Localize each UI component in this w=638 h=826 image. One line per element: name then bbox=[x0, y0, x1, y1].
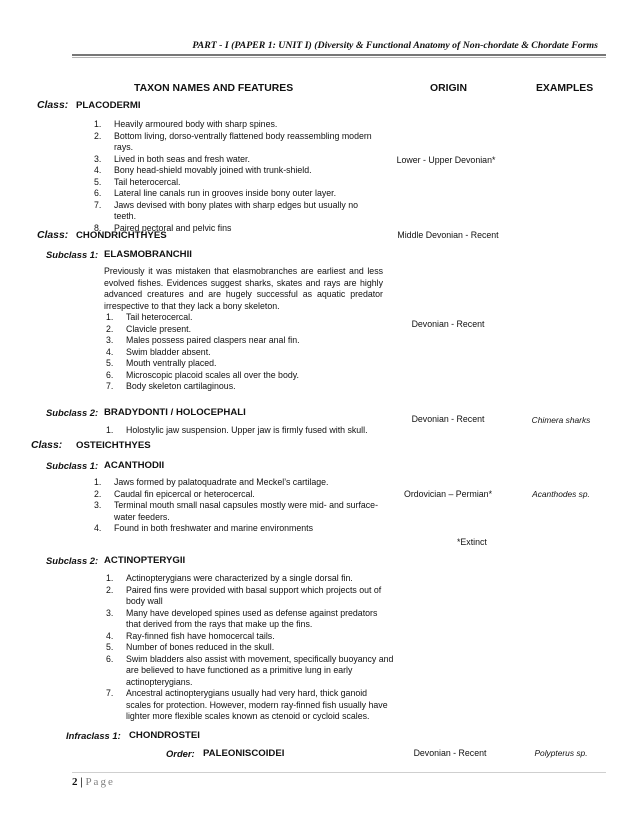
infraclass-label: Infraclass 1: bbox=[66, 730, 121, 741]
subclass-label: Subclass 2: bbox=[46, 555, 99, 566]
acanthodii-feature-list bbox=[92, 477, 384, 535]
elasmobranchii-feature-list bbox=[104, 312, 384, 393]
page-footer bbox=[72, 776, 115, 788]
list-item-text: Tail heterocercal. bbox=[114, 176, 181, 187]
list-item-text: Body skeleton cartilaginous. bbox=[126, 381, 236, 391]
list-item-number: 3. bbox=[106, 335, 114, 345]
column-heading-origin: ORIGIN bbox=[430, 83, 467, 94]
list-item bbox=[104, 654, 394, 689]
paleoniscoidei-example: Polypterus sp. bbox=[534, 748, 588, 758]
acanthodii-origin: Ordovician – Permian* bbox=[403, 489, 492, 499]
subclass-label: Subclass 1: bbox=[46, 460, 99, 471]
footer-rule bbox=[72, 772, 606, 773]
list-item-text: Ancestral actinopterygians usually had very hard, thick ganoid scales for protection. However, modern ray-finned fish usually have lighter more flexible scales known as ctenoid or cycloid scales. bbox=[126, 688, 388, 721]
list-item bbox=[92, 200, 382, 223]
list-item-number: 3. bbox=[94, 153, 102, 164]
class-name-osteichthyes: OSTEICHTHYES bbox=[76, 440, 151, 451]
list-item-text: Tail heterocercal. bbox=[126, 312, 193, 322]
subclass-label: Subclass 1: bbox=[46, 249, 99, 260]
list-item-number: 2. bbox=[106, 323, 114, 334]
list-item bbox=[104, 642, 394, 654]
list-item-number: 3. bbox=[106, 607, 114, 618]
list-item bbox=[104, 425, 384, 437]
list-item bbox=[104, 324, 384, 336]
list-item-number: 7. bbox=[106, 688, 114, 698]
list-item-number: 2. bbox=[94, 488, 102, 499]
elasmobranchii-intro: Previously it was mistaken that elasmobranches are earliest and less evolved fishes. Evidences suggest sharks, skates and rays are highly advanced creatures and are hugely successful as aquatic predator irrespective to that they lack a bony skeleton. bbox=[104, 266, 383, 311]
list-item-text: Found in both freshwater and marine environments bbox=[114, 523, 314, 533]
list-item bbox=[104, 381, 384, 393]
list-item-number: 1. bbox=[94, 119, 102, 129]
elasmobranchii-origin: Devonian - Recent bbox=[411, 319, 485, 329]
list-item bbox=[92, 131, 382, 154]
list-item bbox=[104, 688, 394, 723]
bradydonti-feature-list bbox=[104, 425, 384, 437]
list-item bbox=[104, 631, 394, 643]
list-item-text: Lived in both seas and fresh water. bbox=[114, 153, 250, 164]
running-header: PART - I (PAPER 1: UNIT I) (Diversity & Functional Anatomy of Non-chordate & Chordate Forms bbox=[192, 40, 598, 51]
column-heading-taxon: TAXON NAMES AND FEATURES bbox=[134, 83, 294, 94]
list-item-text: Bony head-shield movably joined with trunk-shield. bbox=[114, 165, 312, 175]
list-item-number: 1. bbox=[106, 312, 114, 322]
list-item bbox=[104, 585, 394, 608]
list-item-text: Number of bones reduced in the skull. bbox=[126, 642, 275, 652]
list-item-text: Jaws formed by palatoquadrate and Meckel’s cartilage. bbox=[114, 477, 329, 487]
list-item-text: Lateral line canals run in grooves inside bony outer layer. bbox=[114, 188, 337, 198]
list-item-text: Swim bladder absent. bbox=[126, 346, 211, 357]
chondrichthyes-origin: Middle Devonian - Recent bbox=[397, 230, 499, 240]
placodermi-origin: Lower - Upper Devonian* bbox=[396, 155, 496, 165]
class-label: Class: bbox=[37, 100, 69, 111]
header-rule bbox=[72, 54, 606, 56]
list-item bbox=[92, 154, 382, 166]
order-name-paleoniscoidei: PALEONISCOIDEI bbox=[203, 748, 285, 759]
list-item bbox=[104, 573, 394, 585]
list-item-number: 4. bbox=[94, 165, 102, 175]
list-item-number: 1. bbox=[94, 477, 102, 487]
subclass-name-bradydonti: BRADYDONTI / HOLOCEPHALI bbox=[104, 407, 246, 418]
list-item-number: 5. bbox=[106, 642, 114, 652]
paleoniscoidei-origin: Devonian - Recent bbox=[413, 748, 487, 758]
actinopterygii-feature-list bbox=[104, 573, 394, 723]
list-item-number: 2. bbox=[94, 130, 102, 141]
list-item bbox=[92, 177, 382, 189]
list-item bbox=[92, 188, 382, 200]
list-item-text: Caudal fin epicercal or heterocercal. bbox=[114, 488, 255, 499]
list-item bbox=[104, 335, 384, 347]
list-item bbox=[104, 608, 394, 631]
subclass-label: Subclass 2: bbox=[46, 407, 99, 418]
subclass-name-acanthodii: ACANTHODII bbox=[104, 460, 165, 471]
list-item bbox=[104, 358, 384, 370]
list-item-number: 6. bbox=[106, 653, 114, 664]
bradydonti-origin: Devonian - Recent bbox=[411, 414, 485, 424]
acanthodii-example: Acanthodes sp. bbox=[532, 489, 590, 499]
list-item-number: 7. bbox=[106, 381, 114, 391]
list-item-text: Jaws devised with bony plates with sharp edges but usually no teeth. bbox=[114, 199, 359, 221]
list-item-text: Ray-finned fish have homocercal tails. bbox=[126, 630, 275, 641]
class-name-placodermi: PLACODERMI bbox=[76, 100, 141, 111]
extinct-footnote: *Extinct bbox=[457, 537, 487, 547]
list-item-number: 4. bbox=[106, 630, 114, 641]
list-item-text: Terminal mouth small nasal capsules mostly were mid- and surface-water feeders. bbox=[114, 500, 379, 522]
list-item bbox=[92, 500, 384, 523]
column-heading-examples: EXAMPLES bbox=[536, 83, 594, 94]
list-item-text: Bottom living, dorso-ventrally flattened body reassembling modern rays. bbox=[114, 130, 372, 152]
list-item-number: 8. bbox=[94, 222, 102, 233]
list-item-text: Many have developed spines used as defense against predators that derived from the rays that make up the fins. bbox=[126, 607, 378, 629]
list-item-number: 6. bbox=[94, 188, 102, 198]
page-word: Page bbox=[85, 776, 115, 788]
list-item-number: 4. bbox=[94, 523, 102, 533]
list-item-text: Actinopterygians were characterized by a single dorsal fin. bbox=[126, 573, 353, 583]
list-item-text: Heavily armoured body with sharp spines. bbox=[114, 119, 278, 129]
list-item-number: 5. bbox=[94, 176, 102, 187]
list-item-number: 2. bbox=[106, 584, 114, 595]
list-item-text: Swim bladders also assist with movement, specifically buoyancy and are believed to have functioned as a primitive lung in early actinopterygians. bbox=[126, 653, 394, 687]
placodermi-feature-list bbox=[92, 119, 382, 234]
list-item-number: 7. bbox=[94, 199, 102, 210]
list-item-text: Clavicle present. bbox=[126, 323, 192, 334]
page-number: 2 bbox=[72, 776, 78, 788]
list-item-text: Mouth ventrally placed. bbox=[126, 358, 217, 368]
list-item bbox=[92, 477, 384, 489]
infraclass-name-chondrostei: CHONDROSTEI bbox=[129, 730, 200, 741]
list-item-text: Paired fins were provided with basal support which projects out of body wall bbox=[126, 584, 382, 606]
list-item-text: Paired pectoral and pelvic fins bbox=[114, 222, 232, 233]
class-label: Class: bbox=[37, 230, 69, 241]
footer-separator: | bbox=[80, 776, 83, 788]
list-item bbox=[92, 119, 382, 131]
order-label: Order: bbox=[166, 748, 195, 759]
list-item-number: 6. bbox=[106, 369, 114, 380]
list-item-text: Males possess paired claspers near anal fin. bbox=[126, 335, 300, 345]
list-item-number: 1. bbox=[106, 573, 114, 583]
list-item bbox=[92, 165, 382, 177]
list-item-number: 3. bbox=[94, 500, 102, 510]
list-item-number: 1. bbox=[106, 425, 114, 435]
class-label: Class: bbox=[31, 440, 63, 451]
bradydonti-example: Chimera sharks bbox=[531, 415, 591, 425]
class-name-chondrichthyes: CHONDRICHTHYES bbox=[76, 230, 167, 241]
list-item bbox=[104, 347, 384, 359]
list-item-text: Holostylic jaw suspension. Upper jaw is firmly fused with skull. bbox=[126, 425, 368, 435]
list-item-number: 5. bbox=[106, 358, 114, 368]
header-rule-thin bbox=[72, 57, 606, 58]
list-item bbox=[92, 489, 384, 501]
list-item-number: 4. bbox=[106, 346, 114, 357]
subclass-name-elasmobranchii: ELASMOBRANCHII bbox=[104, 249, 192, 260]
list-item-text: Microscopic placoid scales all over the body. bbox=[126, 369, 299, 380]
list-item bbox=[92, 523, 384, 535]
list-item bbox=[104, 312, 384, 324]
list-item bbox=[104, 370, 384, 382]
subclass-name-actinopterygii: ACTINOPTERYGII bbox=[104, 555, 186, 566]
